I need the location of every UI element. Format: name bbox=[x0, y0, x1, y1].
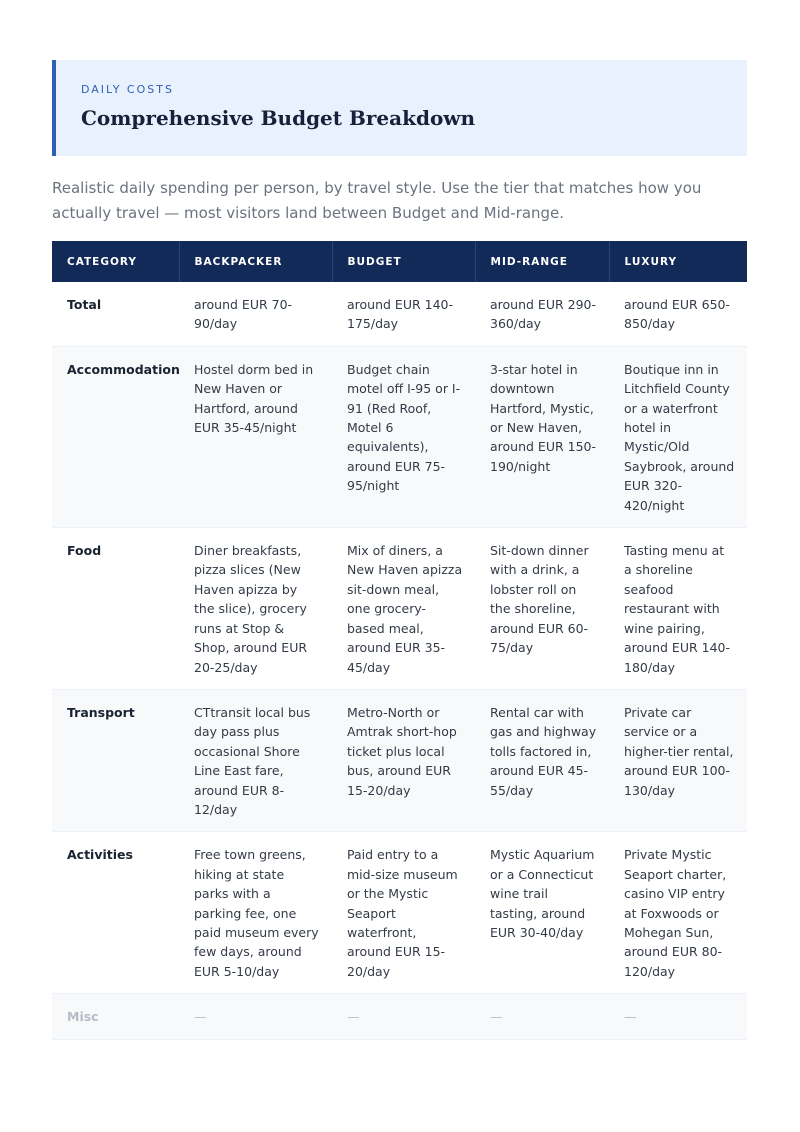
backpacker-cell: Diner breakfasts, pizza slices (New Haven apizza by the slice), grocery runs at Stop & Shop, around EUR 20-25/day bbox=[179, 528, 332, 690]
luxury-cell: around EUR 650-850/day bbox=[609, 282, 747, 346]
table-header bbox=[52, 241, 747, 282]
midrange-cell: Rental car with gas and highway tolls factored in, around EUR 45-55/day bbox=[475, 689, 609, 831]
column-header-luxury: LUXURY bbox=[609, 241, 747, 282]
row-category: Misc bbox=[52, 994, 179, 1039]
row-category: Transport bbox=[52, 689, 179, 831]
backpacker-cell: CTtransit local bus day pass plus occasional Shore Line East fare, around EUR 8-12/day bbox=[179, 689, 332, 831]
page-title: Comprehensive Budget Breakdown bbox=[81, 106, 476, 130]
row-category: Accommodation bbox=[52, 346, 179, 527]
column-header-midrange: MID-RANGE bbox=[475, 241, 609, 282]
backpacker-cell: around EUR 70-90/day bbox=[179, 282, 332, 346]
midrange-cell: — bbox=[475, 994, 609, 1039]
backpacker-cell: Hostel dorm bed in New Haven or Hartford, around EUR 35-45/night bbox=[179, 346, 332, 527]
row-category: Activities bbox=[52, 832, 179, 994]
section-header bbox=[52, 60, 747, 156]
budget-cell: Budget chain motel off I-95 or I-91 (Red Roof, Motel 6 equivalents), around EUR 75-95/night bbox=[332, 346, 475, 527]
budget-cell: Paid entry to a mid-size museum or the Mystic Seaport waterfront, around EUR 15-20/day bbox=[332, 832, 475, 994]
table-row bbox=[52, 994, 747, 1039]
table-row bbox=[52, 346, 747, 527]
budget-cell: Mix of diners, a New Haven apizza sit-down meal, one grocery-based meal, around EUR 35-45/day bbox=[332, 528, 475, 690]
budget-cell: around EUR 140-175/day bbox=[332, 282, 475, 346]
midrange-cell: Sit-down dinner with a drink, a lobster roll on the shoreline, around EUR 60-75/day bbox=[475, 528, 609, 690]
row-category: Total bbox=[52, 282, 179, 346]
luxury-cell: — bbox=[609, 994, 747, 1039]
budget-cell: Metro-North or Amtrak short-hop ticket plus local bus, around EUR 15-20/day bbox=[332, 689, 475, 831]
luxury-cell: Private Mystic Seaport charter, casino VIP entry at Foxwoods or Mohegan Sun, around EUR 80-120/day bbox=[609, 832, 747, 994]
backpacker-cell: Free town greens, hiking at state parks with a parking fee, one paid museum every few days, around EUR 5-10/day bbox=[179, 832, 332, 994]
column-header-category: CATEGORY bbox=[52, 241, 179, 282]
table-row bbox=[52, 282, 747, 346]
column-header-budget: BUDGET bbox=[332, 241, 475, 282]
midrange-cell: 3-star hotel in downtown Hartford, Mystic, or New Haven, around EUR 150-190/night bbox=[475, 346, 609, 527]
table-row bbox=[52, 832, 747, 994]
luxury-cell: Private car service or a higher-tier rental, around EUR 100-130/day bbox=[609, 689, 747, 831]
table-body bbox=[52, 282, 747, 1039]
budget-table bbox=[52, 241, 747, 1040]
table-row bbox=[52, 528, 747, 690]
luxury-cell: Boutique inn in Litchfield County or a waterfront hotel in Mystic/Old Saybrook, around EUR 320-420/night bbox=[609, 346, 747, 527]
luxury-cell: Tasting menu at a shoreline seafood restaurant with wine pairing, around EUR 140-180/day bbox=[609, 528, 747, 690]
header-row bbox=[52, 241, 747, 282]
section-eyebrow: DAILY COSTS bbox=[81, 83, 174, 96]
budget-cell: — bbox=[332, 994, 475, 1039]
table-row bbox=[52, 689, 747, 831]
backpacker-cell: — bbox=[179, 994, 332, 1039]
midrange-cell: Mystic Aquarium or a Connecticut wine trail tasting, around EUR 30-40/day bbox=[475, 832, 609, 994]
intro-paragraph: Realistic daily spending per person, by travel style. Use the tier that matches how you actually travel — most visitors land between Budget and Mid-range. bbox=[52, 179, 702, 222]
midrange-cell: around EUR 290-360/day bbox=[475, 282, 609, 346]
column-header-backpacker: BACKPACKER bbox=[179, 241, 332, 282]
row-category: Food bbox=[52, 528, 179, 690]
